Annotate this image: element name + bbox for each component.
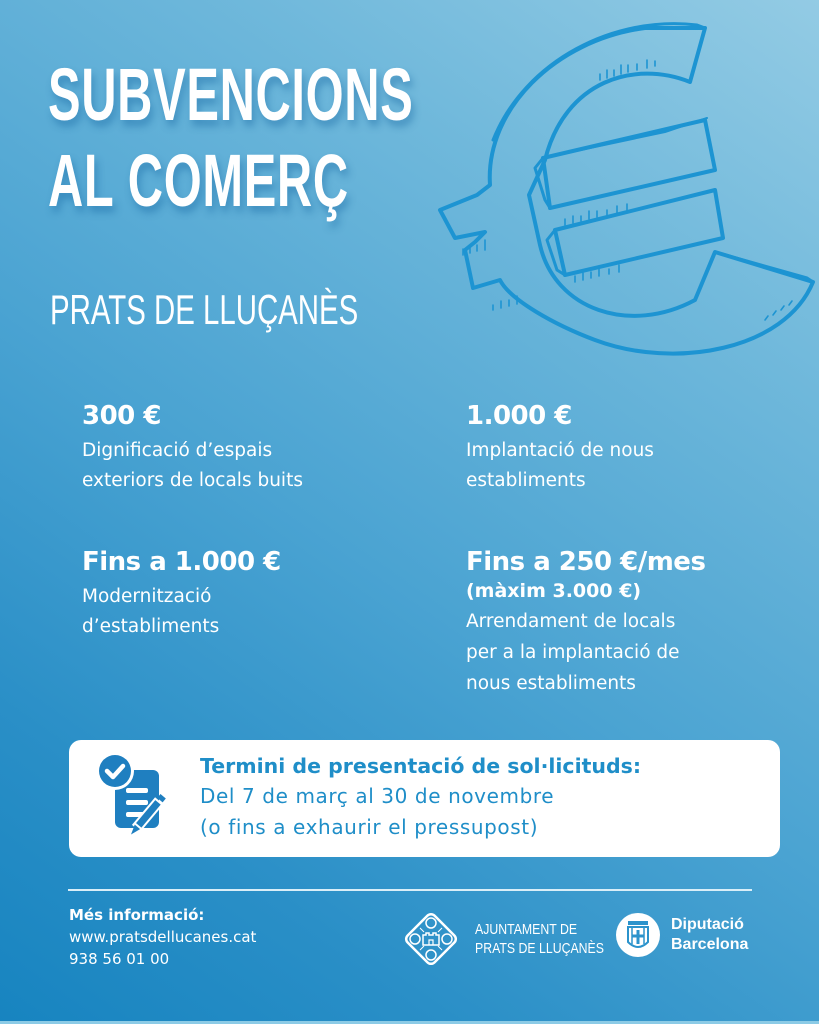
diputacio-logo-text — [671, 915, 748, 955]
desc-line: Dignificació d’espais — [82, 440, 273, 461]
benefit-item — [82, 546, 281, 642]
document-check-pencil-icon — [93, 748, 183, 848]
logo-line: Barcelona — [671, 936, 749, 953]
benefit-amount: 1.000 € — [466, 401, 572, 431]
benefit-description — [466, 606, 705, 699]
diputacio-logo — [615, 912, 748, 958]
logo-line: Diputació — [671, 916, 744, 933]
diputacio-crest-icon — [615, 912, 661, 958]
benefit-amount: 300 € — [82, 401, 161, 431]
benefit-amount: Fins a 250 €/mes — [466, 547, 706, 577]
desc-line: Modernització — [82, 586, 212, 607]
title-line-1: SUBVENCIONS — [48, 53, 414, 136]
ajuntament-logo — [401, 909, 632, 969]
benefit-description — [82, 582, 281, 642]
desc-line: Arrendament de locals — [466, 611, 676, 632]
benefit-item — [466, 400, 654, 496]
desc-line: per a la implantació de — [466, 642, 680, 663]
ajuntament-crest-icon — [401, 909, 461, 969]
deadline-heading: Termini de presentació de sol·licituds: — [200, 754, 642, 778]
desc-line: nous establiments — [466, 673, 636, 694]
deadline-budget-note: (o fins a exhaurir el pressupost) — [200, 815, 539, 839]
contact-phone: 938 56 01 00 — [69, 950, 170, 968]
benefit-description — [466, 436, 654, 496]
ajuntament-logo-text — [475, 920, 604, 958]
desc-line: d’establiments — [82, 616, 220, 637]
contact-heading: Més informació: — [69, 906, 205, 924]
logo-line: PRATS DE LLUÇANÈS — [475, 940, 604, 957]
contact-info — [69, 904, 256, 970]
contact-website-link[interactable]: www.pratsdellucanes.cat — [69, 928, 257, 946]
poster-title — [48, 52, 413, 224]
title-line-2: AL COMERÇ — [48, 139, 349, 222]
benefit-max-note: (màxim 3.000 €) — [466, 580, 642, 602]
benefit-item — [466, 546, 705, 699]
desc-line: Implantació de nous — [466, 440, 654, 461]
desc-line: establiments — [466, 470, 586, 491]
footer-divider — [68, 889, 752, 891]
euro-sign-sketch-icon — [415, 20, 819, 360]
benefit-description — [82, 436, 303, 496]
deadline-dates: Del 7 de març al 30 de novembre — [200, 784, 555, 808]
deadline-text — [200, 751, 641, 843]
poster-subtitle: PRATS DE LLUÇANÈS — [50, 286, 359, 333]
benefit-item — [82, 400, 303, 496]
deadline-box — [69, 740, 780, 857]
benefit-amount: Fins a 1.000 € — [82, 547, 281, 577]
logo-line: AJUNTAMENT DE — [475, 921, 578, 938]
desc-line: exteriors de locals buits — [82, 470, 303, 491]
